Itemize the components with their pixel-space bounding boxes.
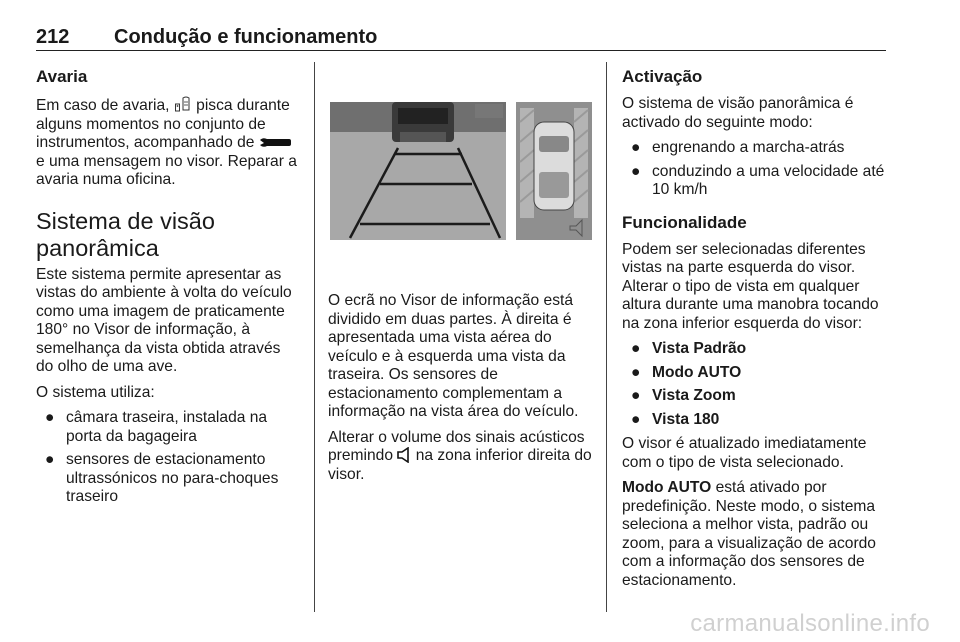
column-divider-left — [314, 62, 315, 612]
auto-text: está ativado por predefinição. Neste modo, o sistema seleciona a melhor vista, padrão ou zoom, para a visualização de acordo com a informação dos sensores de estacionamento. — [622, 479, 876, 589]
funcionalidade-paragraph: Podem ser selecionadas diferentes vistas na parte esquerda do visor. Alterar o tipo de vista em qualquer altura durante uma manobra tocando na zona inferior esquerda do visor: — [622, 240, 879, 332]
chapter-title: Condução e funcionamento — [114, 26, 378, 48]
list-item: ● Modo AUTO — [631, 363, 742, 381]
list-item: ● sensores de estacionamento ultrassónicos no para-choques traseiro — [45, 451, 279, 505]
list-item: ● Vista Zoom — [631, 387, 736, 404]
avaria-text-a: Em caso de avaria, — [36, 97, 170, 114]
column-right — [622, 66, 888, 597]
auto-paragraph — [622, 479, 888, 590]
panoramic-view-figure — [330, 102, 592, 240]
column-middle — [328, 292, 594, 491]
view-name: Vista 180 — [652, 410, 720, 428]
list-item-text: engrenando a marcha-atrás — [652, 139, 845, 156]
column-divider-right — [606, 62, 607, 612]
activacao-paragraph: O sistema de visão panorâmica é activado do seguinte modo: — [622, 95, 854, 131]
list-item: ● câmara traseira, instalada na porta da bagageira — [45, 409, 268, 445]
list-item: ● Vista 180 — [631, 410, 720, 428]
list-item: ● engrenando a marcha-atrás — [631, 139, 845, 156]
heading-activacao: Activação — [622, 67, 703, 86]
intro-paragraph: Este sistema permite apresentar as vistas do ambiente à volta do veículo como uma imagem de praticamente 180° no Visor de informação, à semelhança da vista obtida através do olho de uma ave. — [36, 265, 292, 375]
view-name: Vista Zoom — [652, 387, 736, 404]
screen-description: O ecrã no Visor de informação está dividido em duas partes. À direita é apresentada uma vista aérea do veículo e à esquerda uma vista da traseira. Os sensores de estacionamento complementam a informação na vista área do veículo. — [328, 292, 579, 420]
heading-funcionalidade: Funcionalidade — [622, 212, 747, 232]
auto-label: Modo AUTO — [622, 479, 712, 496]
avaria-text-c: e uma mensagem no visor. — [36, 152, 224, 170]
uses-label: O sistema utiliza: — [36, 383, 155, 401]
column-left — [36, 66, 302, 513]
volume-text-b: na zona inferior direita do visor. — [328, 447, 592, 483]
avaria-paragraph — [36, 95, 302, 190]
speaker-mute-icon — [397, 447, 411, 463]
section-title: Sistema de visão panorâmica — [36, 207, 215, 261]
heading-avaria: Avaria — [36, 67, 88, 86]
list-item-text: conduzindo a uma velocidade até 10 km/h — [652, 162, 885, 198]
volume-paragraph — [328, 429, 594, 485]
watermark: carmanualsonline.info — [690, 610, 930, 637]
activacao-list — [622, 139, 888, 200]
list-item-text: sensores de estacionamento ultrassónicos no para-choques traseiro — [66, 451, 279, 505]
page-number: 212 — [36, 26, 70, 48]
avaria-text-d: Reparar a avaria numa oficina. — [36, 152, 297, 188]
page-header — [36, 26, 886, 51]
view-name: Modo AUTO — [652, 363, 742, 381]
uses-list — [36, 409, 302, 507]
list-item-text: câmara traseira, instalada na porta da bagageira — [66, 409, 268, 445]
volume-text-a: Alterar o volume dos sinais acústicos premindo — [328, 428, 585, 464]
views-list — [622, 340, 888, 429]
view-name: Vista Padrão — [652, 340, 747, 357]
avaria-text-b: pisca durante alguns momentos no conjunto de instrumentos, acompanhado de — [36, 97, 290, 151]
park-assist-camera-icon — [174, 95, 192, 113]
update-paragraph: O visor é atualizado imediatamente com o tipo de vista selecionado. — [622, 435, 867, 471]
wrench-icon — [259, 136, 291, 150]
list-item: ● Vista Padrão — [631, 340, 747, 357]
list-item: ● conduzindo a uma velocidade até 10 km/h — [631, 162, 885, 198]
